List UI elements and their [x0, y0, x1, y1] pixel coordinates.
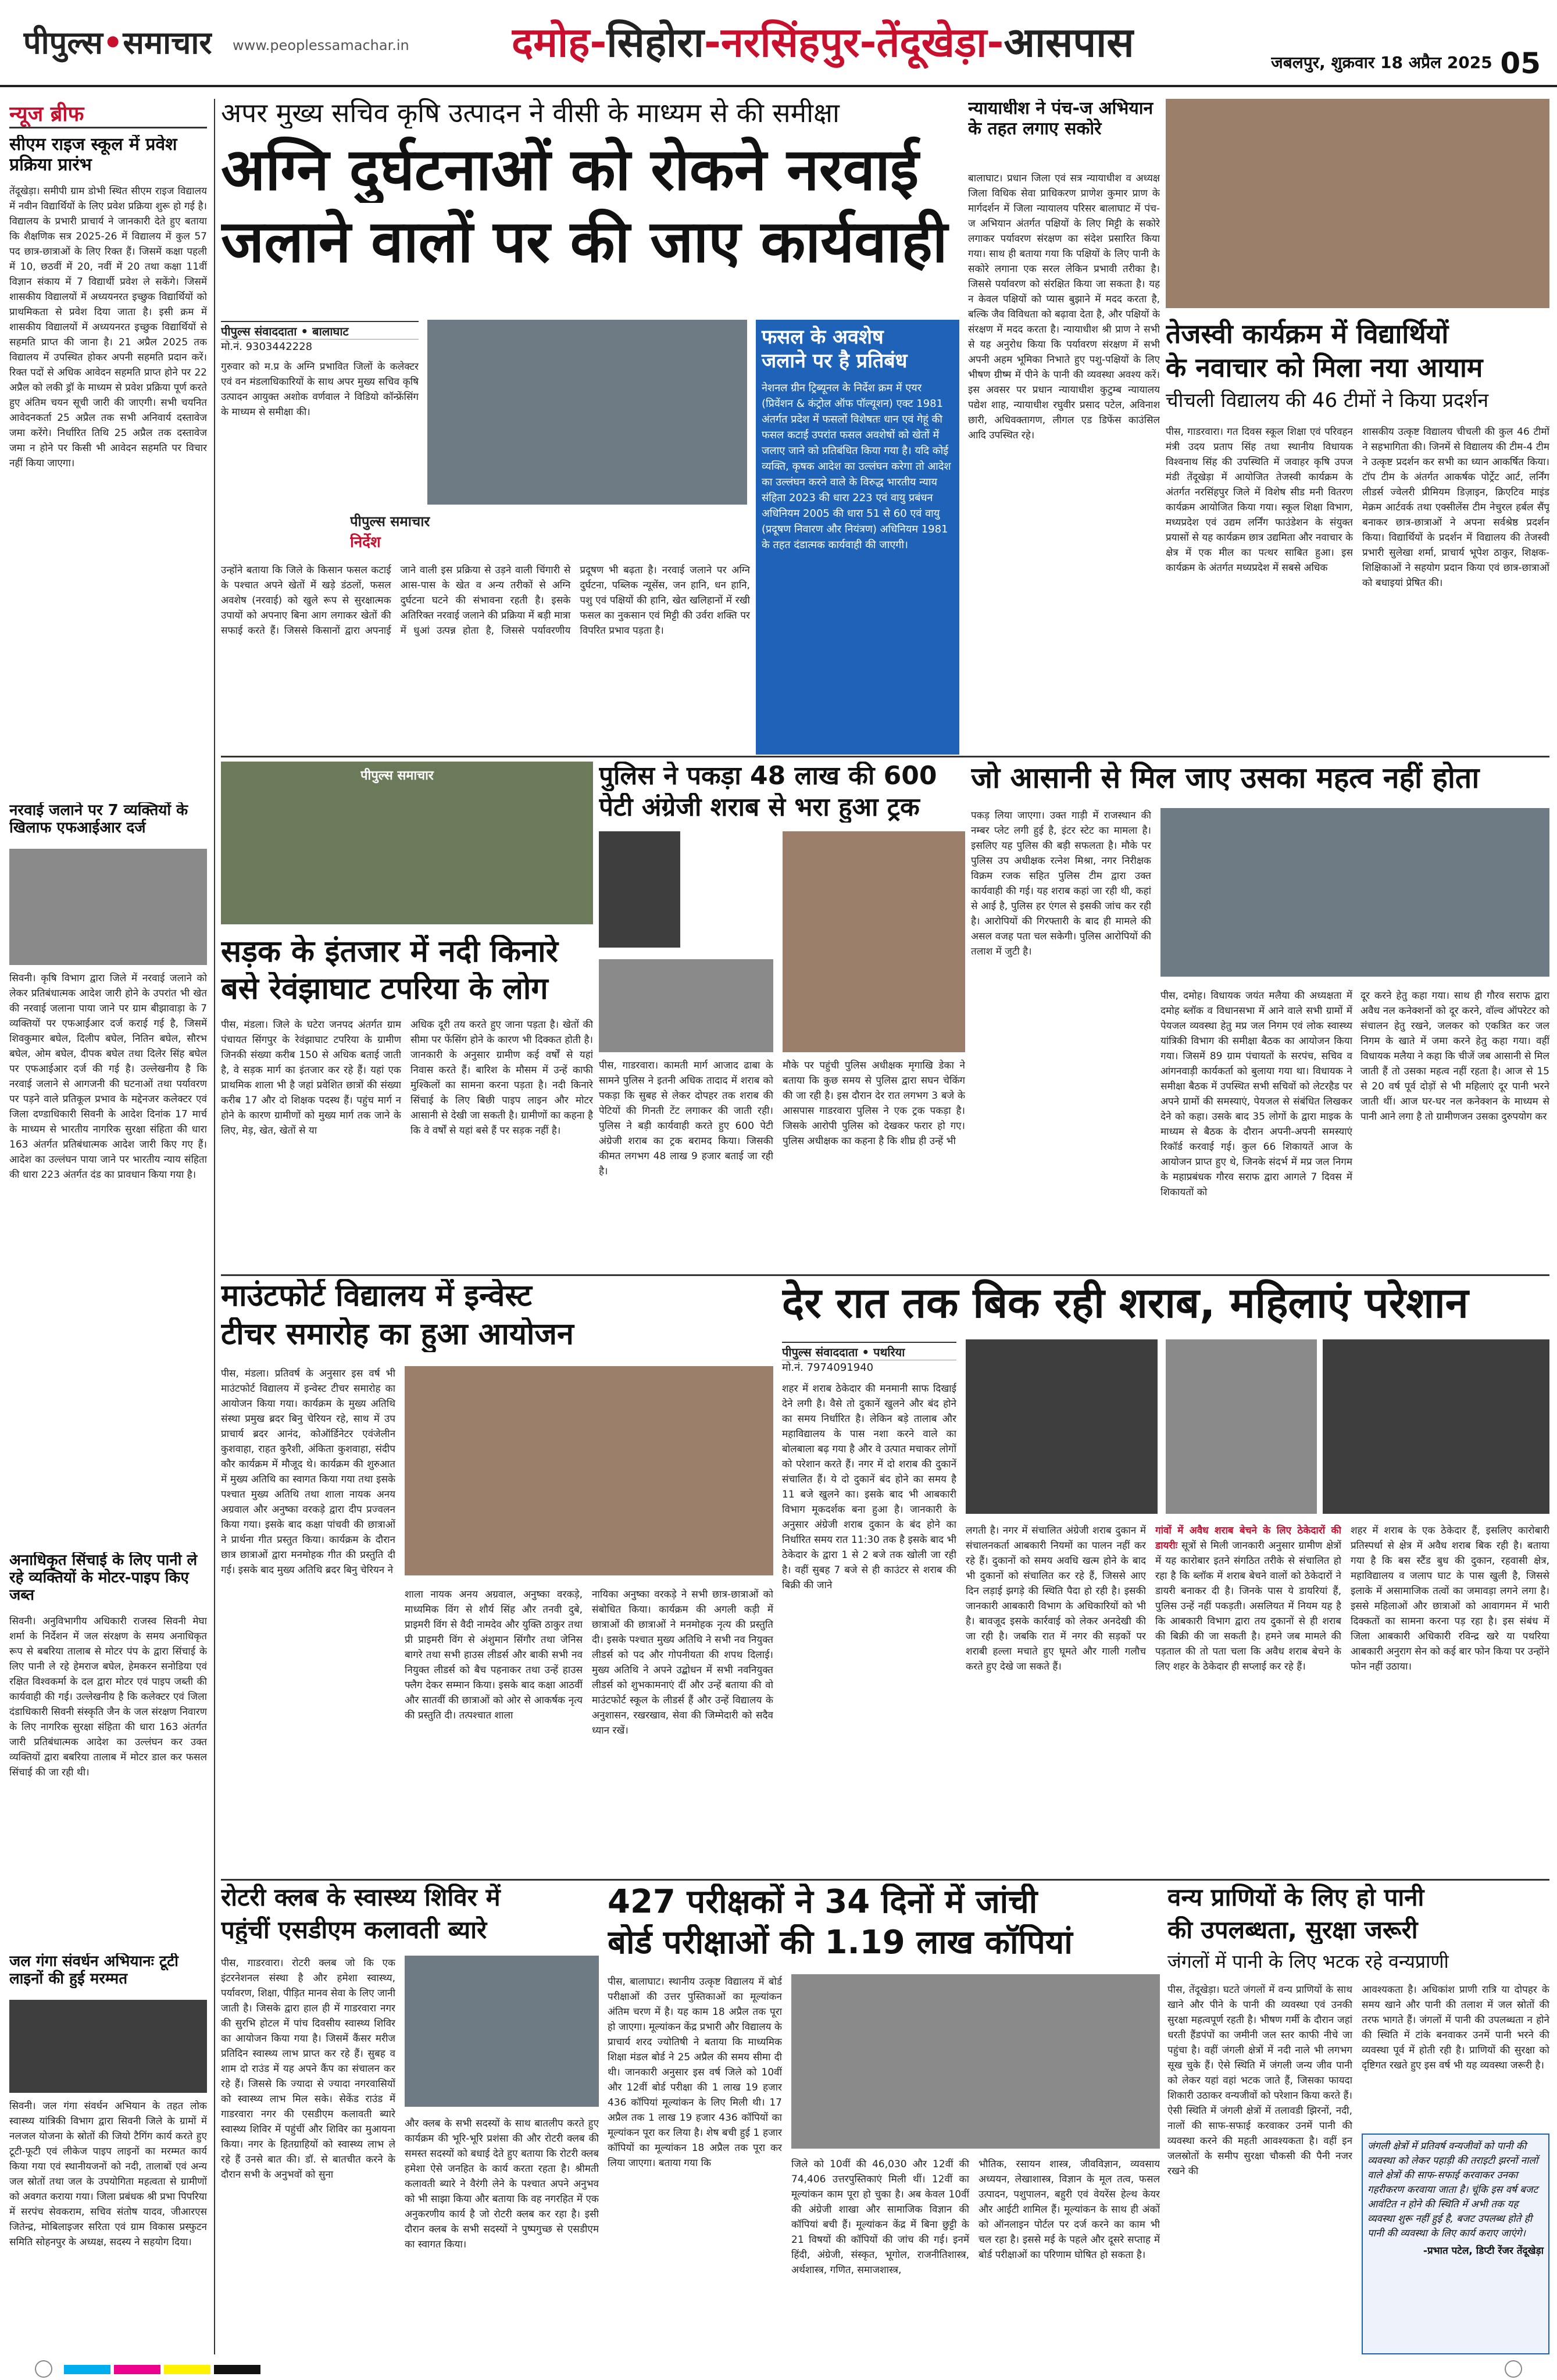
meeting-story — [971, 762, 1549, 1273]
meeting-body-2: दूर करने हेतु कहा गया। साथ ही गौरव सराफ द्वारा अवैध नल कनेक्शनों को दूर करने, वॉल्व ऑपरेटर को संचालन हेतु रखने, जलकर को एकत्रित कर जल निगम के खाते में जमा करने हेतु कहा गया। वहीं विधायक मलैया ने कहा कि चीजें जब आसानी से मिल जाती हैं तो उसका महत्व नहीं रहता है। आज से 15 से 20 वर्ष पूर्व दोड़ों से भी महिलाएं दूर पानी भरने जाती थीं। आज घर-घर नल कनेक्शन के माध्यम से पानी आने लगा है तो ग्रामीणजन उसका दुरुपयोग कर — [1360, 990, 1549, 1123]
police-body-2: मौके पर पहुंची पुलिस अधीक्षक मृगाखि डेका ने बताया कि कुछ समय से पुलिस द्वारा सघन चेकिंग की जा रही है। इस दौरान देर रात लगभग 3 बजे के आसपास गाडरवारा पुलिस ने एक ट्रक पकड़ा है। जिसके आरोपी पुलिस को देखकर फरार हो गए। पुलिस अधीक्षक का कहना है कि शीघ्र ही उन्हें भी — [783, 1060, 965, 1147]
registration-mark-icon — [35, 2360, 52, 2378]
liquor-byline: पीपुल्स संवाददाता • पथरिया — [782, 1342, 956, 1360]
liquor-photo-3 — [1323, 1339, 1549, 1514]
wildlife-headline-2: की उपलब्धता, सुरक्षा जरूरी — [1167, 1916, 1418, 1944]
liquor-story — [782, 1279, 1549, 1878]
judge-body: बालाघाट। प्रधान जिला एवं सत्र न्यायाधीश व अध्यक्ष जिला विधिक सेवा प्राधिकरण प्राणेश कुमार प्राण के मार्गदर्शन में जिला न्यायालय परिसर बालाघाट में पंच-ज अभियान अंतर्गत पक्षियों के लिए मिट्टी के सकोरे लगाकर पर्यावरण संरक्षण का संदेश प्रसारित किया गया। साथ ही बताया गया कि पक्षियों के लिए पानी के सकोरे लगाना एक सरल लेकिन प्रभावी तरीका है। जिससे पर्यावरण को संरक्षित किया जा सकता है। यह न केवल पक्षियों को प्यास बुझाने में मदद करता है, बल्कि जैव विविधता को बढ़ावा देता है, और पक्षियों के संरक्षण में मदद करता है। न्यायाधीश श्री प्राण ने सभी से यह अनुरोध किया कि पर्यावरण संरक्षण में सभी अपनी अहम भूमिका निभाते हुए पशु-पक्षियों के लिए भीषण ग्रीष्म में पीने के पानी की व्यवस्था अवश्य करें। इस अवसर पर प्रधान न्यायाधीश कुटुम्ब न्यायालय पद्येश शाह, न्यायाधीश रघुवीर प्रसाद पटेल, अविनाश छारी, अधिवक्तागण, लीगल एड डिफेंस काउंसिल आदि उपस्थित रहे। — [968, 173, 1160, 441]
police-photo-officer — [599, 831, 680, 948]
lead-story — [221, 98, 959, 755]
exam-photo — [791, 1974, 1160, 2149]
lead-byline: पीपुल्स संवाददाता • बालाघाट — [221, 321, 419, 340]
mountfort-headline-2: टीचर समारोह का हुआ आयोजन — [221, 1317, 574, 1352]
brief-tag: न्यूज ब्रीफ — [9, 102, 84, 126]
brief-body-2: सिवनी। कृषि विभाग द्वारा जिले में नरवाई जलाने को लेकर प्रतिबंधात्मक आदेश जारी होने के उपरांत भी खेत की नरवाई जलाना पाया जाने पर ग्राम बीझावाड़ा के 7 व्यक्तियों पर एफआईआर दर्ज कराई गई है, जिसमें शिवकुमार बघेल, दिलीप बघेल, नितिन बघेल, सौरभ बघेल, ओम बघेल, दीपक बघेल तथा दिलेर सिंह बघेल पर एफआईआर दर्ज की गई है। उल्लेखनीय है कि नरवाई जलाने से आगजनी की घटनाओं तथा पर्यावरण पर पड़ने वाले प्रतिकूल प्रभाव के मद्देनजर कलेक्टर एवं जिला दण्डाधिकारी सिवनी के आदेश दिनांक 17 मार्च के माध्यम से भारतीय नागरिक सुरक्षा संहिता की धारा 163 अंतर्गत प्रतिबंधात्मक आदेश जारी किए गए हैं। आदेश का उल्लंघन पाया जाने पर भारतीय न्याय संहिता की धारा 223 अंतर्गत दंड का प्रावधान किया गया है। — [9, 973, 207, 1181]
liquor-body-4: शहर में शराब के एक ठेकेदार हैं, इसलिए कारोबारी प्रतिस्पर्धा से क्षेत्र में अवैध शराब बिक रही है। बताया गया है कि बस स्टैंड बुध की दुकान, रहवासी क्षेत्र, महाविद्यालय व जलाप घाट के पास खुली है, जिससे इलाके में असामाजिक तत्वों का जमावड़ा लगने लगा है। इससे महिलाओं और छात्राओं को आवागमन में भारी दिक्कतों का सामना करना पड़ रहा है। इस संबंध में जिला आबकारी अधिकारी रविन्द्र खरे या पथरिया आबकारी अनुराग सेन को कई बार फोन किया पर उन्होंने फोन नहीं उठाया। — [1351, 1525, 1549, 1673]
rotary-headline-2: पहुंचीं एसडीएम कलावती ब्यारे — [221, 1916, 487, 1944]
mountfort-photo — [405, 1366, 773, 1575]
liquor-photo-1 — [966, 1339, 1158, 1514]
brief-body-3: सिवनी। अनुविभागीय अधिकारी राजस्व सिवनी मेघा शर्मा के निर्देशन में जल संरक्षण के समय अनाधिकृत रूप से बबरिया तालाब से मोटर पंप के द्वारा सिंचाई के लिए पानी ले रहे हेमराज बघेल, हेमकरन सनोडिया एवं रक्षित विश्वकर्मा के दल द्वारा मोटर एवं पाइप जब्ती की कार्यवाही की गई। उल्लेखनीय है कि कलेक्टर एवं जिला दंडाधिकारी सिवनी संस्कृति जैन के जल संरक्षण निवारण के लिए नागरिक सुरक्षा संहिता की धारा 163 अंतर्गत जारी प्रतिबंधात्मक आदेश का उल्लंघन कर उक्त व्यक्तियों द्वारा बबरिया तालाब में मोटर डाल कर फसल सिंचाई की जा रही थी। — [9, 1616, 207, 1778]
brief-headline-4: जल गंगा संवर्धन अभियानः टूटी लाइनों की हुई मरम्मत — [9, 1953, 178, 1988]
wildlife-body-2: आवश्यकता है। अधिकांश प्राणी रात्रि या दोपहर के समय खाने और पानी की तलाश में जल स्रोतों की तरफ भागते हैं। जंगलों में पानी की उपलब्धता न होने की स्थिति में टांके बनवाकर उनमें पानी भरने की व्यवस्था पूर्व में होती रही है। प्राणियों की सुरक्षा को दृष्टिगत रखते हुए इस वर्ष भी यह व्यवस्था जरूरी है। — [1362, 1984, 1549, 2071]
lead-kicker: अपर मुख्य सचिव कृषि उत्पादन ने वीसी के माध्यम से की समीक्षा — [221, 98, 840, 128]
liquor-body-3: सूत्रों से मिली जानकारी अनुसार ग्रामीण क्षेत्रों में यह कारोबार इतने संगठित तरीके से संचालित हो रहा है कि ब्लॉक में शराब बेचने वालों को ठेकेदारों ने डायरी बनाकर दी है। जिनके पास ये डायरियां हैं, पुलिस उन्हें नहीं पकड़ती। असलियत में नियम यह है कि आबकारी विभाग द्वारा तय दुकानों से ही शराब की बिक्री की जा सकती है। हमने जब मामले की पड़ताल की तो पता चला कि अवैध शराब बेचने के लिए शहर के ठेकेदार ही सप्लाई कर रहे हैं। — [1155, 1540, 1341, 1673]
police-headline-2: पेटी अंग्रेजी शराब से भरा हुआ ट्रक — [599, 793, 920, 822]
directive-tag-sub: निर्देश — [350, 534, 381, 551]
rotary-headline-1: रोटरी क्लब के स्वास्थ्य शिविर में — [221, 1884, 501, 1911]
river-body-1: पीस, मंडला। जिले के घटेरा जनपद अंतर्गत ग्राम पंचायत सिंगपुर के रेवंझाघाट टपरिया के ग्रामीण जिनकी संख्या करीब 150 से अधिक बताई जाती है, वे सड़क मार्ग का इंतजार कर रहे हैं। यहां एक प्राथमिक शाला भी है जहां प्रवेशित छात्रों की संख्या करीब 17 और दो शिक्षक पदस्थ हैं। पहुंच मार्ग न होने के कारण ग्रामीणों को मुख्य मार्ग तक जाने के लिए, मेड़, खेत, खेतों से या — [221, 1019, 401, 1137]
rotary-photo — [405, 1956, 599, 2107]
exam-headline-1: 427 परीक्षकों ने 34 दिनों में जांची — [608, 1884, 1038, 1921]
wildlife-subhead: जंगलों में पानी के लिए भटक रहे वन्यप्राणी — [1167, 1951, 1449, 1972]
tejasvi-photo — [1166, 99, 1549, 308]
lead-directive-tag — [350, 512, 484, 553]
news-brief-column — [6, 99, 210, 2354]
info-box-title-1: फसल के अवशेष — [762, 326, 884, 349]
edition-date: जबलपुर, शुक्रवार 18 अप्रैल 2025 — [1271, 53, 1492, 72]
section-divider — [221, 756, 1549, 757]
rotary-body-2: और क्लब के सभी सदस्यों के साथ बातलीप करते हुए कार्यक्रम की भूरि-भूरि प्रशंसा की और रोटरी क्लब की समस्त सदस्यों को बधाई देते हुए बताया कि रोटरी क्लब हमेशा ऐसे जनहित के कार्य करता रहता है। श्रीमती कलावती ब्यारे ने वैरंगी लेने के पश्चात अपने अनुभव को भी साझा किया और बताया कि वह नगरहित में एक अनुकरणीय कार्य है जो रोटरी क्लब कर रहा है। इसी दौरान क्लब के सभी सदस्यों ने पुष्पगुच्छ से एसडीएम का स्वागत किया। — [405, 2118, 599, 2250]
black-swatch — [214, 2365, 260, 2374]
masthead — [0, 0, 1557, 87]
liquor-photo-2 — [1166, 1339, 1317, 1514]
liquor-subhead: गांवों में अवैध शराब बेचने के लिए ठेकेदारों की डायरीः — [1155, 1525, 1341, 1552]
river-body-2: अधिक दूरी तय करते हुए जाना पड़ता है। खेतों की सीमा पर फेंसिंग होने के कारण भी दिक्कत होती है। जानकारी के अनुसार ग्रामीण कई वर्षों से यहां निवास करते हैं। बारिश के मौसम में उन्हें काफी मुश्किलों का सामना करना पड़ता है। नदी किनारे सिंचाई के लिए बिछी पाइप लाइन और मोटर आसानी से देखी जा सकती है। ग्रामीणों का कहना है कि वे वर्षों से यहां बसे हैं पर सड़क नहीं है। — [410, 1019, 593, 1137]
judge-story — [968, 99, 1160, 756]
lead-mobile: मो.नं. 9303442228 — [221, 341, 313, 353]
yellow-swatch — [164, 2365, 210, 2374]
cyan-swatch — [64, 2365, 110, 2374]
tejasvi-headline-1: तेजस्वी कार्यक्रम में विद्यार्थियों — [1166, 319, 1449, 349]
info-box-title-2: जलाने पर है प्रतिबंध — [762, 349, 908, 373]
rotary-story — [221, 1884, 599, 2354]
lead-body-1: गुरुवार को म.प्र के अग्नि प्रभावित जिलों के कलेक्टर एवं वन मंडलाधिकारियों के साथ अपर मुख्य सचिव कृषि उत्पादन आयुक्त अशोक वर्णवाल ने विडियो कॉन्फ्रेंसिंग के माध्यम से समीक्षा की। — [221, 361, 419, 418]
brief-headline-1: सीएम राइज स्कूल में प्रवेश प्रक्रिया प्रारंभ — [9, 135, 177, 175]
wildlife-quote-box — [1362, 2134, 1549, 2354]
river-story — [221, 762, 593, 1273]
meeting-photo — [1160, 808, 1549, 977]
river-headline-2: बसे रेवंझाघाट टपरिया के लोग — [221, 972, 548, 1006]
tejasvi-headline-2: के नवाचार को मिला नया आयाम — [1166, 352, 1483, 383]
rotary-body-1: पीस, गाडरवारा। रोटरी क्लब जो कि एक इंटरनेशनल संस्था है और हमेशा स्वास्थ्य, पर्यावरण, शिक्षा, पीड़ित मानव सेवा के लिए जानी जाती है। जिसके द्वारा हाल ही में गाडरवारा नगर की सुरभि होटल में पांच दिवसीय स्वास्थ्य शिविर का आयोजन किया गया है। जिसमें कैंसर मरीज प्रतिदिन स्वास्थ्य लाभ प्राप्त कर रहे हैं। सुबह व शाम दो राउंड में यह अपने कैंप का संचालन कर रहे हैं। जिससे कि ज्यादा से ज्यादा नगरवासियों को स्वास्थ्य लाभ मिल सके। सेकेंड राउंड में गाडरवारा नगर की एसडीएम कलावती ब्यारे स्वास्थ्य शिविर में पहुंचीं और शिविर का मुआयना किया। नगर के हितग्राहियों को स्वास्थ्य लाभ ले रहे हैं उनसे बात की। डॉ. से बातचीत करने के दौरान सभी के अनुभवों को सुना — [221, 1957, 395, 2181]
brief-headline-2: नरवाई जलाने पर 7 व्यक्तियों के खिलाफ एफआईआर दर्ज — [9, 802, 188, 837]
police-body-1: पीस, गाडरवारा। कामती मार्ग आजाद ढाबा के सामने पुलिस ने इतनी अधिक तादाद में शराब को पकड़ा कि सुबह से लेकर दोपहर तक शराब की पेटियों की गिनती टेंट लगाकर की जाती रही। पुलिस ने बड़ी कार्यवाही करते हुए 600 पेटी अंग्रेजी शराब का ट्रक बरामद किया। जिसकी कीमत लगभग 48 लाख 9 हजार बताई जा रही है। — [599, 1060, 773, 1177]
police-photo-truck — [599, 959, 773, 1052]
directive-tag-label: पीपुल्स समाचार — [350, 513, 430, 530]
exam-headline-2: बोर्ड परीक्षाओं की 1.19 लाख कॉपियां — [608, 1924, 1073, 1961]
mountfort-body-3: नायिका अनुष्का वरकड़े ने सभी छात्र-छात्राओं को संबोधित किया। कार्यक्रम की अगली कड़ी में छात्राओं की छात्राओं ने मनमोहक नृत्य की प्रस्तुति दी। इसके पश्चात मुख्य अतिथि ने सभी नव नियुक्त लीडर्स को पद और गोपनीयता की शपथ दिलाई। मुख्य अतिथि ने अपने उद्बोधन में सभी नवनियुक्त लीडर्स को शुभकामनाएं दीं और उन्हें बताया की वो माउंटफोर्ट स्कूल के लीडर्स हैं और उन्हें विद्यालय के अनुशासन, रखरखाव, सेवा की जिम्मेदारी को सदैव ध्यान रखें। — [592, 1589, 773, 1736]
lead-photo-meeting — [427, 320, 747, 505]
lead-headline-2: जलाने वालों पर की जाए कार्यवाही — [221, 208, 948, 275]
exam-body-2: जिले को 10वीं की 46,030 और 12वीं की 74,406 उत्तरपुस्तिकाएं मिली थीं। 12वीं का मूल्यांकन काम पूरा हो चुका है। अब केवल 10वीं की अंग्रेजी शाखा और सामाजिक विज्ञान की कॉपियां बची हैं। मूल्यांकन केंद्र में बिना छुट्टी के 21 विषयों की कॉपियों की जांच की गई। इनमें हिंदी, अंग्रेजी, संस्कृत, भूगोल, राजनीतिशास्त्र, अर्थशास्त्र, गणित, समाजशास्त्र, — [791, 2159, 969, 2276]
tejasvi-body-1: पीस, गाडरवारा। गत दिवस स्कूल शिक्षा एवं परिवहन मंत्री उदय प्रताप सिंह तथा स्थानीय विधायक विश्वनाथ सिंह की उपस्थिति में जवाहर कृषि उपज मंडी तेंदूखेड़ा में आयोजित तेजस्वी कार्यक्रम के अंतर्गत नरसिंहपुर जिले में विशेष सीड मनी वितरण कार्यक्रम आयोजित किया गया। स्कूल शिक्षा विभाग, मध्यप्रदेश एवं उद्यम लर्निंग फाउंडेशन के संयुक्त प्रयासों से यह कार्यक्रम छात्र उद्यमिता और नवाचार के क्षेत्र में एक मील का पत्थर साबित हुआ। इस कार्यक्रम के अंतर्गत मध्यप्रदेश में सबसे अधिक — [1166, 426, 1353, 574]
liquor-headline: देर रात तक बिक रही शराब, महिलाएं परेशान — [782, 1279, 1469, 1327]
section-divider-2 — [221, 1274, 1549, 1276]
newspaper-logo: पीपुल्स•समाचार — [23, 24, 212, 61]
river-headline-1: सड़क के इंतजार में नदी किनारे — [221, 935, 558, 969]
lead-body-2: उन्होंने बताया कि जिले के किसान फसल कटाई के पश्चात अपने खेतों में खड़े डंठलों, फसल अवशेष (नरवाई) को खुले रूप से सुरक्षात्मक उपायों को अपनाए बिना आग लगाकर खेतों की सफाई करते हैं। जिससे किसानों द्वारा अपनाई जाने वाली इस प्रक्रिया से उड़ने वाली चिंगारी से आस-पास के खेत व अन्य तरीकों से अग्नि दुर्घटना घटने की संभावना रहती है। इसके अतिरिक्त नरवाई जलाने की प्रक्रिया में बड़ी मात्रा में धुआं उत्पन्न होता है, जिससे पर्यावरणीय प्रदूषण भी बढ़ता है। नरवाई जलाने पर अग्नि दुर्घटना, पब्लिक न्यूसेंस, जन हानि, धन हानि, पशु एवं पक्षियों की हानि, खेत खलिहानों में रखी फसल का नुकसान एवं मिट्टी की उर्वरा शक्ति पर विपरित प्रभाव पड़ता है। — [221, 564, 750, 637]
police-photo-boxes — [783, 831, 965, 1052]
info-box — [756, 320, 959, 755]
wildlife-story — [1167, 1884, 1549, 2354]
police-headline-1: पुलिस ने पकड़ा 48 लाख की 600 — [599, 762, 937, 791]
section-divider-3 — [221, 1879, 1549, 1881]
mountfort-story — [221, 1279, 773, 1878]
mountfort-body-1: पीस, मंडला। प्रतिवर्ष के अनुसार इस वर्ष भी माउंटफोर्ट विद्यालय में इन्वेस्ट टीचर समारोह का आयोजन किया गया। कार्यक्रम के मुख्य अतिथि संस्था प्रमुख ब्रदर बिनु चेरियन रहे, साथ में उप प्राचार्य ब्रदर आनंद, कोऑर्डिनेटर एवंजेलीन कुशवाहा, राहत कुरैशी, अंकिता कुशवाहा, संदीप कौर कार्यक्रम में मौजूद थे। कार्यक्रम की शुरुआत में मुख्य अतिथि का स्वागत किया गया तथा इसके पश्चात मुख्य अतिथि तथा शाला नायक अनय अग्रवाल और अनुष्का वरकड़े द्वारा दीप प्रज्वलन किया गया। इसके बाद कक्षा पांचवी की छात्राओं ने प्रार्थना गीत प्रस्तुत किया। कार्यक्रम के दौरान छात्र छात्राओं द्वारा मनमोहक गीत की प्रस्तुति दी गई। इसके बाद मुख्य अतिथि ब्रदर बिनु चेरियन ने — [221, 1368, 395, 1576]
magenta-swatch — [114, 2365, 160, 2374]
mountfort-body-2: शाला नायक अनय अग्रवाल, अनुष्का वरकड़े, माध्यमिक विंग से शौर्य सिंह और तनवी दुबे, प्राइमरी विंग से वैदी नामदेव और युक्ति ठाकुर तथा प्री प्राइमरी विंग से अंशुमान सिंगौर तथा जेनिस बागरे तथा सभी हाउस लीडर्स और बाकी सभी नव नियुक्त लीडर्स को बैच पहनाकर तथा उन्हें हाउस फ्लैग देकर सम्मान किया। इसके बाद कक्षा आठवीं और सातवीं की छात्राओं को ओर से आकर्षक नृत्य की प्रस्तुति दी। तत्पश्चात शाला — [405, 1589, 583, 1721]
registration-mark-icon — [1505, 2360, 1522, 2378]
tejasvi-subhead: चीचली विद्यालय की 46 टीमों ने किया प्रदर्शन — [1166, 389, 1489, 412]
brief-headline-3: अनाधिकृत सिंचाई के लिए पानी ले रहे व्यक्तियों के मोटर-पाइप किए जब्त — [9, 1552, 198, 1604]
river-photo-tag: पीपुल्स समाचार — [360, 769, 434, 783]
wildlife-quote-by: -प्रभात पटेल, डिप्टी रेंजर तेंदूखेड़ा — [1423, 2245, 1544, 2257]
mountfort-headline-1: माउंटफोर्ट विद्यालय में इन्वेस्ट — [221, 1279, 532, 1313]
info-box-body: नेशनल ग्रीन ट्रिब्यूनल के निर्देश क्रम में एयर (प्रिवेंशन & कंट्रोल ऑफ पॉल्यूशन) एक्ट 1981 अंतर्गत प्रदेश में फसलों विशेषतः धान एवं गेहूं की फसल कटाई उपरांत फसल अवशेषों को खेतों में जलाए जाने को प्रतिबंधित किया गया है। यदि कोई व्यक्ति, कृषक आदेश का उल्लंघन करेगा तो आदेश का उल्लंघन करने वाले के विरुद्ध भारतीय न्याय संहिता 2023 की धारा 223 एवं वायु प्रबंधन अधिनियम 2005 की धारा 51 से 60 एवं वायु (प्रदूषण निवारण और नियंत्रण) अधिनियम 1981 के तहत दंडात्मक कार्यवाही की जाएगी। — [762, 381, 951, 551]
police-body-1a — [686, 831, 773, 953]
police-story — [599, 762, 965, 1273]
judge-headline: न्यायाधीश ने पंच-ज अभियान के तहत लगाए सकोरे — [968, 99, 1154, 139]
liquor-mobile: मो.नं. 7974091940 — [782, 1361, 874, 1374]
exam-body-1: पीस, बालाघाट। स्थानीय उत्कृष्ट विद्यालय में बोर्ड परीक्षाओं की उत्तर पुस्तिकाओं का मूल्यांकन अंतिम चरण में है। यह काम 18 अप्रैल तक पूरा हो जाएगा। मूल्यांकन केंद्र प्रभारी और विद्यालय के प्राचार्य शरद ज्योतिषी ने बताया कि माध्यमिक शिक्षा मंडल बोर्ड ने 25 अप्रैल की समय सीमा दी थी। जानकारी अनुसार इस वर्ष जिले को 10वीं और 12वीं बोर्ड परीक्षा की 1 लाख 19 हजार 436 कॉपियां मूल्यांकन के लिए मिली थी। 17 अप्रैल तक 1 लाख 19 हजार 436 कॉपियों का मूल्यांकन पूरा कर लिया है। शेष बची हुई 1 हजार कॉपियों का मूल्यांकन 18 अप्रैल तक पूरा कर लिया जाएगा। बताया गया कि — [608, 1976, 782, 2169]
liquor-body-3-box — [1155, 1523, 1341, 1878]
brief-photo-fir — [9, 849, 207, 965]
wildlife-body-1: पीस, तेंदूखेड़ा। घटते जंगलों में वन्य प्राणियों के साथ खाने और पीने के पानी की व्यवस्था एवं उनकी सुरक्षा महत्वपूर्ण रहती है। भीषण गर्मी के दौरान जहां धरती हैंडपंपों का जमीनी जल स्तर काफी नीचे जा पहुंचा है। वहीं जंगली क्षेत्रों में नदी नाले भी लगभग सूख चुके हैं। ऐसे स्थिति में जंगली जन्य जीव पानी को लेकर यहां वहां भटक जाते हैं, जिसका फायदा शिकारी उठाकर वन्यजीवों को परेशान किया करते हैं। ऐसी स्थिति में जंगली क्षेत्रों में तलावडी झिरनों, नदी, नालों की साफ-सफाई करवाकर उनमें पानी की व्यवस्था करने की महती आवश्यकता है। वहीं इन जलस्रोतों के समीप सुरक्षा चौकसी की पैनी नजर रखने की — [1167, 1984, 1352, 2177]
page-number: 05 — [1500, 47, 1541, 80]
lead-headline-1: अग्नि दुर्घटनाओं को रोकने नरवाई — [221, 136, 919, 203]
website-url[interactable]: www.peoplessamachar.in — [233, 37, 409, 53]
liquor-body-2: लगती है। नगर में संचालित अंग्रेजी शराब दुकान में संचालनकर्ता आबकारी नियमों का पालन नहीं कर रहे हैं। दुकानों को समय अवधि खत्म होने के बाद भी दुकानों को संचालित कर रहे हैं, जिससे आए दिन लड़ाई झगड़े की स्थिति पैदा हो रही है। इसकी जानकारी आबकारी विभाग के अधिकारियों को भी है। बावजूद इसके कार्रवाई को लेकर अनदेखी की जा रही है। जबकि रात में नगर की सड़कों पर शराबी हल्ला मचाते हुए घूमते और गाली गलौच करते हुए देखे जा सकते हैं। — [966, 1525, 1146, 1673]
meeting-body-1: पीस, दमोह। विधायक जयंत मलैया की अध्यक्षता में दमोह ब्लॉक व विधानसभा में आने वाले सभी ग्रामों में पेयजल व्यवस्था हेतु मप्र जल निगम एवं लोक स्वास्थ्य यांत्रिकी विभाग की समीक्षा बैठक का आयोजन किया गया। जिसमें 89 ग्राम पंचायतों के सरपंच, सचिव व आंगनवाड़ी कार्यकर्ता को बुलाया गया था। विधायक ने समीक्षा बैठक में उपस्थित सभी सचिवों को लेटरहैड पर अपने ग्रामों की समस्याएं, पेयजल से संबंधित लिखकर देने को कहा। उसके बाद 35 लोगों के द्वारा माइक के माध्यम से बैठक के दौरान अपनी-अपनी समस्याएं रिकॉर्ड करवाई गई। कुल 66 शिकायतें आज के आयोजन प्राप्त हुए थे, जिनके संदर्भ में मप्र जल निगम के महाप्रबंधक गौरव सराफ द्वारा आगले 7 दिवस में शिकायतों को — [1160, 990, 1352, 1198]
tejasvi-body-2: शासकीय उत्कृष्ट विद्यालय चीचली की कुल 46 टीमों ने सहभागिता की। जिनमें से विद्यालय की टीम-4 टीम ने उत्कृष्ट प्रदर्शन कर सभी का ध्यान आकर्षित किया। टॉप टीम के अंतर्गत आकर्षक पोर्ट्रेट आर्ट, लर्निंग लीडर्स ज्वेलरी प्रीमियम डिज़ाइन, क्रिएटिव माइंड मेक्रम आर्टवर्क तथा एक्सीलेंस टीम नेचुरल हर्बल सैंपू बनाकर छात्र-छात्राओं ने अपना सर्वश्रेष्ठ प्रदर्शन किया। विद्यार्थियों के प्रदर्शन में विद्यालय की तेजस्वी प्रभारी सुलेखा शर्मा, प्राचार्य भूपेश ठाकुर, शिक्षक-शिक्षिकाओं ने सहयोग प्रदान किया एवं छात्र-छात्राओं को बधाइयां प्रेषित की। — [1362, 426, 1549, 589]
wildlife-headline-1: वन्य प्राणियों के लिए हो पानी — [1167, 1884, 1424, 1911]
divider — [9, 127, 207, 128]
meeting-headline: जो आसानी से मिल जाए उसका महत्व नहीं होता — [971, 762, 1480, 795]
print-registration-strip — [0, 2359, 1557, 2380]
brief-photo-water — [9, 2000, 207, 2093]
liquor-body-1: शहर में शराब ठेकेदार की मनमानी साफ दिखाई देने लगी है। वैसे तो दुकानें खुलने और बंद होने का समय निर्धारित है। लेकिन बड़े तालाब और महाविद्यालय के पास नशा करने वाले का बोलबाला बढ़ गया है और वे उत्पात मचाकर लोगों को परेशान करते हैं। नगर में दो शराब की दुकानें संचालित हैं। ये दो दुकानें बंद होने का समय है 11 बजे खुलने का। इसके बाद भी आबकारी विभाग मूकदर्शक बना हुआ है। जानकारी के अनुसार अंग्रेजी शराब दुकान के बंद होने का निर्धारित समय रात 11:30 तक है इसके बाद भी ठेकेदार के द्वारा 1 से 2 बजे तक खोली जा रही है। वहीं सुबह 7 बजे से ही काउंटर से शराब की बिक्री की जाने — [782, 1383, 956, 1591]
section-title: दमोह-सिहोरा-नरसिंहपुर-तेंदूखेड़ा-आसपास — [512, 19, 1134, 66]
brief-body-4: सिवनी। जल गंगा संवर्धन अभियान के तहत लोक स्वास्थ्य यांत्रिकी विभाग द्वारा सिवनी जिले के ग्रामों में नलजल योजना के स्रोतों की जियो टैगिंग कार्य करते हुए टूटी-फूटी एवं लीकेज पाइप लाइनों का मरम्मत कार्य किया गया एवं स्थानीयजनों को नदी, तालाबों एवं अन्य जल स्रोतों तथा जल के उपयोगिता महत्वता से ग्रामीणों को अवगत कराया गया। जिला प्रबंधक श्री प्रभा पिपरिया में सरपंच सेवकराम, सचिव संतोष यादव, जीआरएस जितेन्द्र, मोबिलाइजर सरिता एवं ग्राम विकास प्रस्फुटन समिति सोहनपुर के अध्यक्ष, सदस्य ने सहयोग दिया। — [9, 2100, 207, 2248]
tejasvi-story — [1166, 99, 1549, 756]
column-divider — [214, 99, 215, 2354]
brief-body-1: तेंदूखेड़ा। समीपी ग्राम डोभी स्थित सीएम राइज विद्यालय में नवीन विद्यार्थियों के लिए प्रवेश प्रक्रिया शुरू हो गई है। विद्यालय के प्रभारी प्राचार्य ने जानकारी देते हुए बताया कि शैक्षणिक सत्र 2025-26 में विद्यालय में कुल 57 पद छात्र-छात्राओं के लिए रिक्त हैं। जिसमें कक्षा पहली में 10, छठवीं में 20, नवीं में 20 तथा कक्षा 11वीं विज्ञान संकाय में 7 विद्यार्थी प्रवेश ले सकेंगे। जिसमें शासकीय विद्यालयों में अध्ययनरत इच्छुक विद्यार्थियों को प्राथमिकता से प्रवेश दिया जाता है। इसी क्रम में शासकीय विद्यालयों में अध्ययनरत इच्छुक विद्यार्थियों से सहमति प्राप्त की जाना है। 21 अप्रैल 2025 तक विद्यालय में उपस्थित होकर अपनी सहमति प्रदान करें। रिक्त पदों से अधिक आवेदन सहमति प्राप्त होने पर 22 अप्रैल को लकी ड्रॉ के माध्यम से प्रवेश प्रक्रिया पूर्ण करते हुए अंतिम चयन सूची जारी की जाएगी। सभी चयनित आवेदनकर्ता 25 अप्रैल तक सभी अनिवार्य दस्तावेज जमा करेंगे। निर्धारित तिथि 25 अप्रैल तक दस्तावेज जमा न होने पर किसी भी आवेदन सहमति पर विचार नहीं किया जाएगा। — [9, 185, 207, 469]
police-body-3: पकड़ लिया जाएगा। उक्त गाड़ी में राजस्थान की नम्बर प्लेट लगी हुई है, इंटर स्टेट का मामला है। इसलिए यह पुलिस की बड़ी सफलता है। मौके पर पुलिस उप अधीक्षक रत्नेश मिश्रा, नगर निरीक्षक विक्रम रजक सहित पुलिस टीम द्वारा उक्त कार्यवाही की गई। यह शराब कहां जा रही थी, कहां से आई है, पुलिस हर एंगल से इसकी जांच कर रही है। आरोपियों की गिरफ्तारी के बाद ही मामले की असल वजह पता चल सकेगी। पुलिस आरोपियों की तलाश में जुटी है। — [971, 810, 1151, 957]
wildlife-quote: जंगली क्षेत्रों में प्रतिवर्ष वन्यजीवों को पानी की व्यवस्था को लेकर पहाड़ी की तराइटी झरनों नालों वाले क्षेत्रों की साफ-सफाई करवाकर उनका गहरीकरण करवाया जाता है। चूंकि इस वर्ष बजट आवंटित न होने की स्थिति में अभी तक यह व्यवस्था शुरू नहीं हुई है, बजट उपलब्ध होते ही पानी की व्यवस्था के लिए कार्य कराए जाएंगे। — [1367, 2140, 1538, 2239]
exam-body-3: भौतिक, रसायन शास्त्र, जीवविज्ञान, व्यवसाय अध्ययन, लेखाशास्त्र, विज्ञान के मूल तत्व, फसल उत्पादन, पशुपालन, बहुरी एवं वेयरेंस हेल्थ केयर और आईटी शामिल हैं। मूल्यांकन के साथ ही अंकों को ऑनलाइन पोर्टल पर दर्ज करने का काम भी चल रहा है। इससे मई के पहले और दूसरे सप्ताह में बोर्ड परीक्षाओं का परिणाम घोषित हो सकता है। — [979, 2159, 1160, 2261]
exam-story — [608, 1884, 1160, 2354]
